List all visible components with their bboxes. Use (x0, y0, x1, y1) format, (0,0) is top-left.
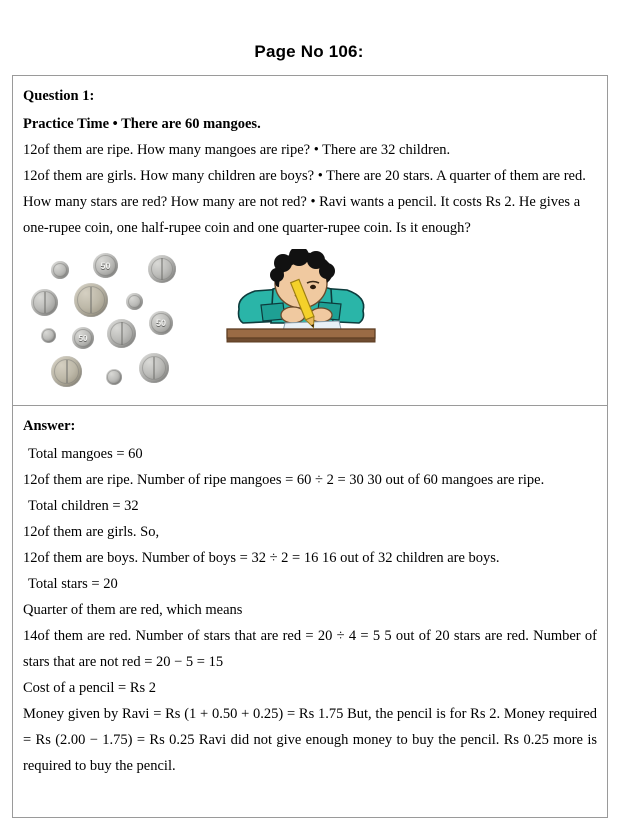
question-lead-text: Practice Time • There are 60 mangoes. (23, 116, 261, 132)
question-line-4: one-rupee coin, one half-rupee coin and one quarter-rupee coin. Is it enough? (23, 220, 471, 236)
answer-line-boys: 12of them are boys. Number of boys = 32 ÷ 2 = 16 16 out of 32 children are boys. (23, 550, 500, 566)
coin-small (126, 293, 143, 310)
coin-small (51, 261, 69, 279)
question-illustration (23, 249, 597, 399)
boy-writing-image (221, 249, 381, 349)
answer-line-pencil-cost: Cost of a pencil = Rs 2 (23, 680, 157, 696)
coin-fifty-paise (93, 253, 118, 278)
answer-line-total-mangoes: Total mangoes = 60 (28, 446, 143, 462)
coin-large (51, 356, 82, 387)
coin-medium (107, 319, 136, 348)
answer-bottom-space (23, 779, 597, 807)
coin-large (74, 283, 108, 317)
question-line-3: How many stars are red? How many are not red? • Ravi wants a pencil. It costs Rs 2. He gives a (23, 194, 581, 210)
coin-tiny (41, 328, 56, 343)
coins-image (29, 251, 204, 397)
question-answer-container (12, 75, 608, 818)
coin-large (139, 353, 169, 383)
question-line-2: 12of them are girls. How many children are boys? • There are 20 stars. A quarter of them are red. (23, 168, 586, 184)
question-label: Question 1: (23, 88, 95, 104)
coin-fifty-paise (149, 311, 173, 335)
answer-label: Answer: (23, 418, 76, 434)
answer-paragraph-stars: 14of them are red. Number of stars that are red = 20 ÷ 4 = 5 5 out of 20 stars are red. Number of stars that are not red = 20 − 5 = 15 (23, 628, 597, 670)
coin-tiny (106, 369, 122, 385)
answer-line-total-children: Total children = 32 (28, 498, 139, 514)
answer-line-ripe-mangoes: 12of them are ripe. Number of ripe mangoes = 60 ÷ 2 = 30 30 out of 60 mangoes are ripe. (23, 472, 545, 488)
answer-line-girls: 12of them are girls. So, (23, 524, 160, 540)
answer-paragraph-money: Money given by Ravi = Rs (1 + 0.50 + 0.25) = Rs 1.75 But, the pencil is for Rs 2. Money required = Rs (2.00 − 1.75) = Rs 0.25 Ravi did not give enough money to buy the pencil. Rs 0.25 more is required to buy the pencil. (23, 706, 597, 774)
answer-box (12, 405, 608, 818)
question-line-1: 12of them are ripe. How many mangoes are ripe? • There are 32 children. (23, 142, 451, 158)
coin-fifty-paise (72, 327, 94, 349)
answer-line-total-stars: Total stars = 20 (28, 576, 118, 592)
coin-medium (31, 289, 58, 316)
coin-large (148, 255, 176, 283)
coin-denomination-label: 50 (78, 333, 88, 343)
page-title: Page No 106: (254, 42, 364, 61)
coin-denomination-label: 50 (155, 318, 166, 328)
coin-denomination-label: 50 (100, 260, 111, 271)
question-box (12, 75, 608, 405)
answer-line-quarter-red: Quarter of them are red, which means (23, 602, 243, 618)
